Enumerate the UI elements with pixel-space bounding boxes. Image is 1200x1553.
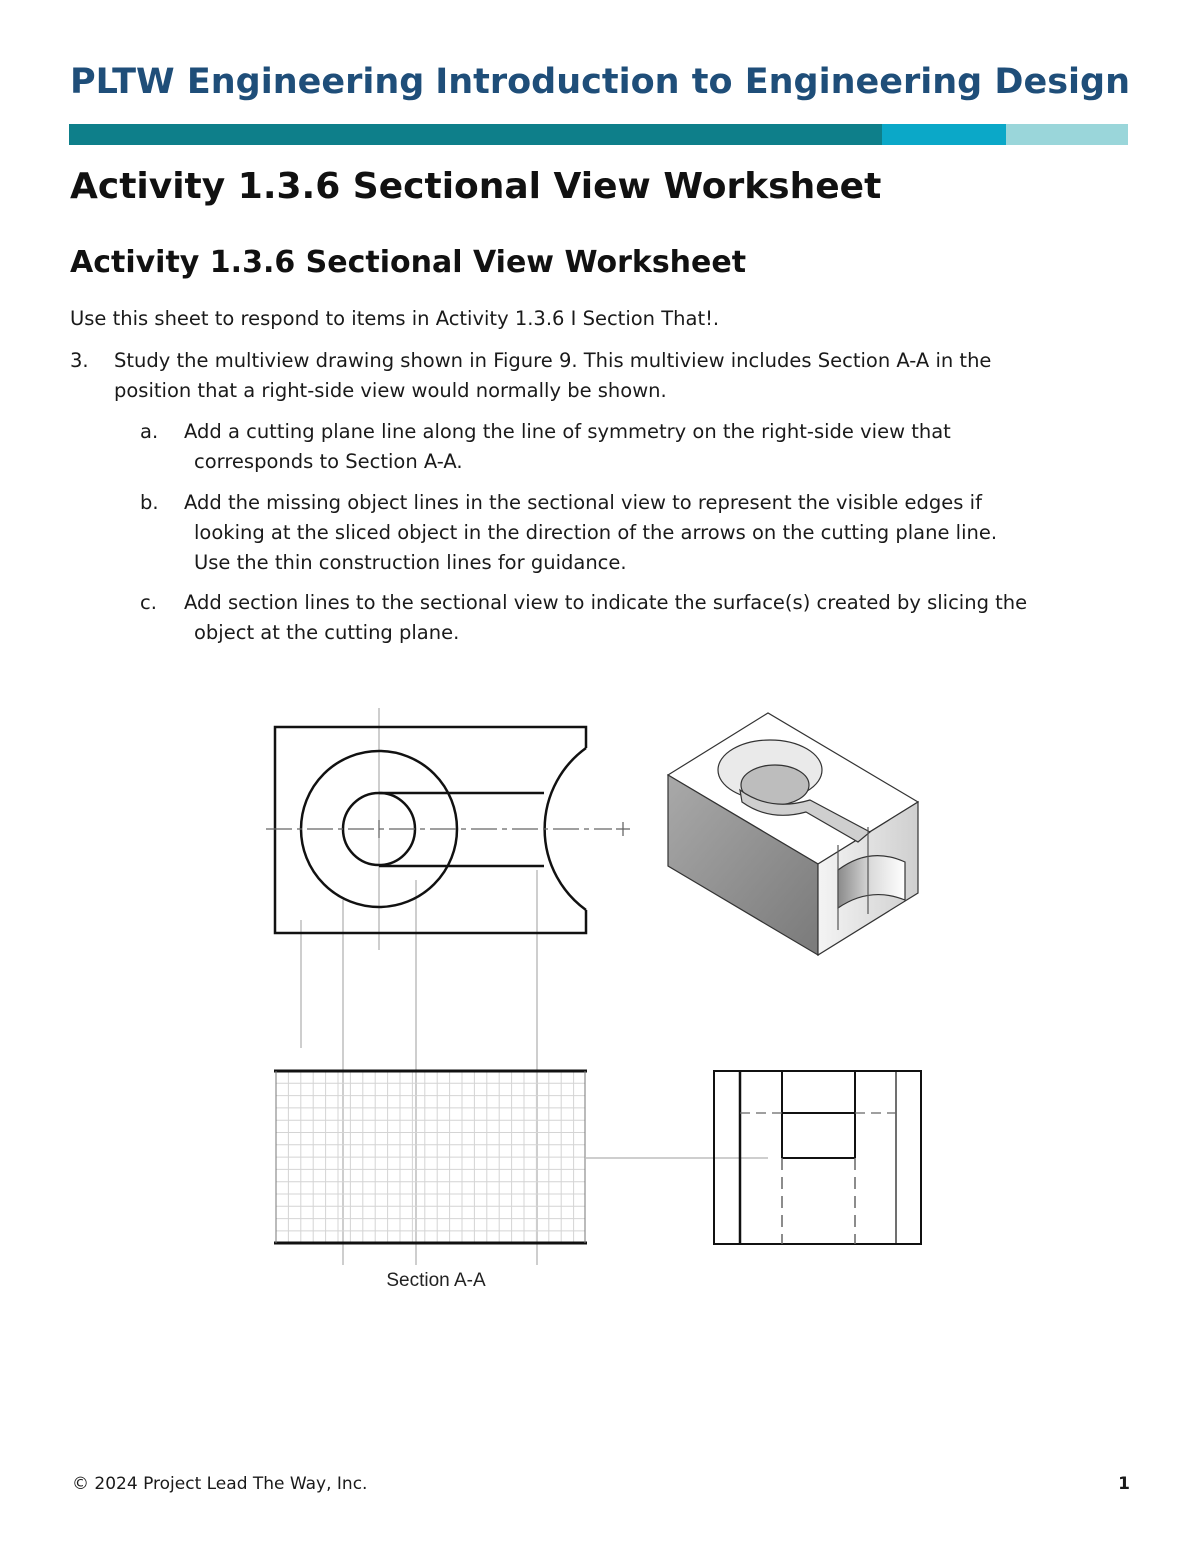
- subitem-a-line-1: Add a cutting plane line along the line of symmetry on the right-side view that: [184, 420, 951, 443]
- subitem-a-line-2: corresponds to Section A-A.: [194, 450, 463, 473]
- subitem-a-letter: a.: [140, 420, 159, 443]
- subitem-b-line-1: Add the missing object lines in the sectional view to represent the visible edges if: [184, 491, 982, 514]
- section-view: [274, 1071, 587, 1243]
- page-subtitle: Activity 1.3.6 Sectional View Worksheet: [70, 245, 747, 280]
- item-number: 3.: [70, 349, 89, 372]
- section-label: Section A-A: [386, 1270, 486, 1291]
- figure-multiview-drawing: [0, 690, 1200, 1330]
- footer-page-number: 1: [1118, 1474, 1130, 1494]
- page-title: Activity 1.3.6 Sectional View Worksheet: [70, 166, 882, 207]
- header-bar-mid: [882, 124, 1006, 145]
- subitem-b-line-3: Use the thin construction lines for guidance.: [194, 551, 627, 574]
- subitem-c-letter: c.: [140, 591, 157, 614]
- header-course-right: Introduction to Engineering Design: [435, 62, 1130, 102]
- item-3-line-2: position that a right-side view would normally be shown.: [114, 379, 667, 402]
- item-3-line-1: Study the multiview drawing shown in Figure 9. This multiview includes Section A-A in the: [114, 349, 992, 372]
- intro-text: Use this sheet to respond to items in Activity 1.3.6 I Section That!.: [70, 307, 720, 330]
- subitem-c-line-1: Add section lines to the sectional view to indicate the surface(s) created by slicing the: [184, 591, 1028, 614]
- header-bar-dark: [69, 124, 882, 145]
- footer-copyright: © 2024 Project Lead The Way, Inc.: [72, 1474, 368, 1494]
- header-color-bar: [69, 124, 1128, 145]
- header-bar-light: [1006, 124, 1128, 145]
- subitem-b-letter: b.: [140, 491, 159, 514]
- isometric-pictorial: [668, 713, 918, 955]
- section-view-grid: [276, 1071, 585, 1243]
- subitem-b-line-2: looking at the sliced object in the direction of the arrows on the cutting plane line.: [194, 521, 998, 544]
- document-header: [70, 62, 1130, 106]
- subitem-c-line-2: object at the cutting plane.: [194, 621, 460, 644]
- header-course-left: PLTW Engineering: [70, 62, 425, 102]
- top-view: [266, 727, 630, 933]
